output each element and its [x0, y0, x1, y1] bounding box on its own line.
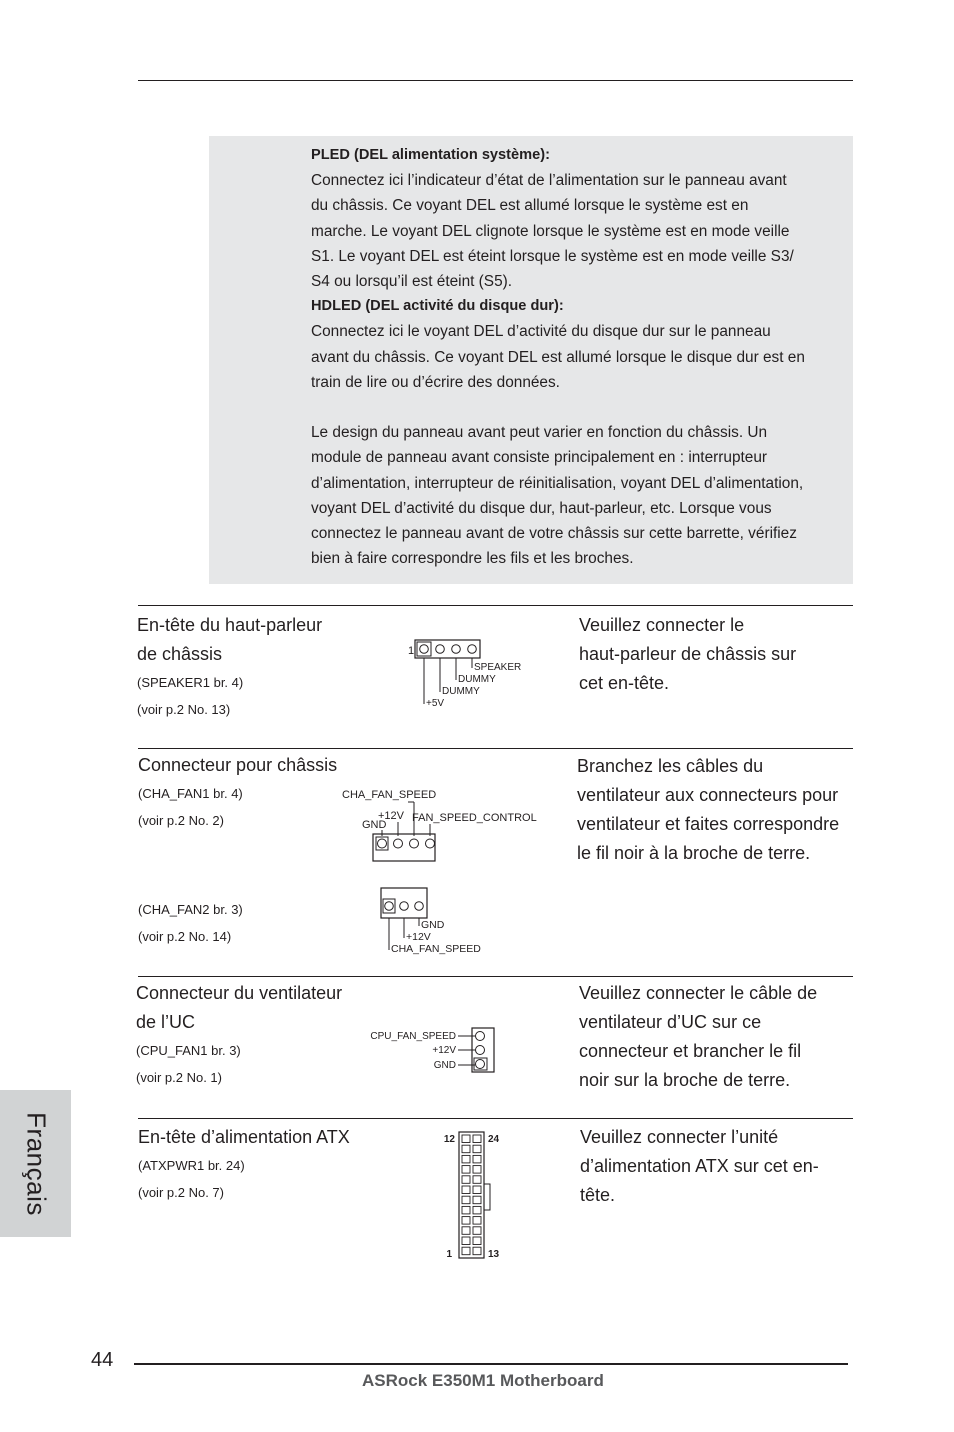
atx-pin [462, 1206, 470, 1214]
top-rule [138, 80, 853, 81]
cpu-fan-desc-line: noir sur la broche de terre. [579, 1070, 791, 1090]
atx-pin [462, 1237, 470, 1245]
speaker-section-left [137, 611, 397, 723]
design-line: d’alimentation, interrupteur de réinitialisation, voyant DEL d’alimentation, [311, 474, 804, 492]
atx-desc-line: tête. [580, 1185, 616, 1205]
atx-pin [462, 1135, 470, 1143]
atx-pin [473, 1186, 481, 1194]
cpu-fan-desc-line: ventilateur d’UC sur ce [579, 1012, 762, 1032]
pled-line: marche. Le voyant DEL clignote lorsque le système est en mode veille [311, 222, 790, 240]
speaker-title: En-tête du haut-parleur [137, 615, 323, 635]
atx-pin [473, 1155, 481, 1163]
cha-fan1-label: GND [362, 819, 387, 831]
atx-pin [462, 1227, 470, 1235]
atx-pin [462, 1217, 470, 1225]
speaker-desc-line: cet en-tête. [579, 673, 670, 693]
atx-pin [473, 1227, 481, 1235]
chassis-fan-desc-line: ventilateur et faites correspondre [577, 814, 840, 834]
atx-pin [462, 1145, 470, 1153]
chassis-fan-title: Connecteur pour châssis [138, 755, 338, 775]
language-tab-label: Français [21, 1111, 51, 1216]
cpu-fan-title-line2: de l’UC [136, 1012, 196, 1032]
atx-pin [473, 1176, 481, 1184]
pled-line: Connectez ici l’indicateur d’état de l’alimentation sur le panneau avant [311, 172, 787, 190]
cpu-fan-title: Connecteur du ventilateur [136, 983, 343, 1003]
atx-desc-line: Veuillez connecter l’unité [580, 1127, 779, 1147]
atx-desc-line: d’alimentation ATX sur cet en- [580, 1156, 819, 1176]
cha-fan2-label: GND [421, 919, 445, 931]
hdled-line: train de lire ou d’écrire des données. [311, 373, 560, 391]
speaker-pin-label: SPEAKER [474, 662, 522, 673]
atx-pin [473, 1237, 481, 1245]
cha-fan1-diagram [340, 786, 545, 866]
pled-line: du châssis. Ce voyant DEL est allumé lorsque le système est en [311, 197, 749, 215]
cpu-fan-ref: (CPU_FAN1 br. 3) [136, 1043, 241, 1058]
design-line: bien à faire correspondre les fils et les broches. [311, 550, 634, 568]
speaker-title-line2: de châssis [137, 644, 223, 664]
chassis-fan2-ref: (CHA_FAN2 br. 3) [138, 902, 243, 917]
cha-fan1-label: FAN_SPEED_CONTROL [412, 812, 537, 824]
atx-pin [473, 1247, 481, 1255]
cha-fan2-label: CHA_FAN_SPEED [391, 943, 481, 955]
chassis-fan-desc-line: le fil noir à la broche de terre. [577, 843, 811, 863]
chassis-fan-section-left [138, 751, 348, 834]
speaker-desc-line: Veuillez connecter le [579, 615, 745, 635]
atx-section-left [138, 1123, 398, 1206]
speaker-pin-label: +5V [426, 698, 445, 709]
cha-fan1-label: +12V [378, 810, 404, 822]
cpu-fan-desc-line: connecteur et brancher le fil [579, 1041, 802, 1061]
cpu-fan-label: GND [433, 1060, 456, 1071]
language-side-tab [0, 1090, 71, 1237]
pled-heading: PLED (DEL alimentation système): [311, 147, 550, 163]
hdled-line: Connectez ici le voyant DEL d’activité du disque dur sur le panneau [311, 323, 771, 341]
atx-pin [462, 1186, 470, 1194]
atx-pin [473, 1206, 481, 1214]
atx-description [580, 1123, 855, 1210]
atx-pin [462, 1166, 470, 1174]
section-rule [138, 748, 853, 749]
pled-line: S1. Le voyant DEL est éteint lorsque le système est en mode veille S3/ [311, 247, 794, 265]
speaker-pin-label: DUMMY [458, 674, 496, 685]
atx-pin [473, 1217, 481, 1225]
atx-pin [473, 1135, 481, 1143]
atx-pin-grid [462, 1135, 481, 1255]
section-rule [138, 605, 853, 606]
atx-pin [462, 1176, 470, 1184]
section-rule [138, 976, 853, 977]
atx-pin-label: 13 [488, 1249, 500, 1260]
cpu-fan-ref-page: (voir p.2 No. 1) [136, 1070, 222, 1085]
design-line: Le design du panneau avant peut varier en fonction du châssis. Un [311, 424, 768, 442]
cpu-fan-label: CPU_FAN_SPEED [370, 1031, 456, 1042]
speaker-header-diagram [405, 636, 530, 712]
design-line: connectez le panneau avant de votre châssis sur cette barrette, vérifiez [311, 525, 797, 543]
chassis-fan-desc-line: ventilateur aux connecteurs pour [577, 785, 839, 805]
chassis-fan2-ref-page: (voir p.2 No. 14) [138, 929, 232, 944]
footer-rule [134, 1363, 848, 1365]
chassis-fan-desc-line: Branchez les câbles du [577, 756, 764, 776]
cha-fan1-label: CHA_FAN_SPEED [342, 789, 437, 801]
chassis-fan1-ref-page: (voir p.2 No. 2) [138, 813, 224, 828]
atx-pin [473, 1145, 481, 1153]
footer-title: ASRock E350M1 Motherboard [362, 1371, 604, 1390]
cpu-fan-description [579, 979, 854, 1095]
hdled-heading: HDLED (DEL activité du disque dur): [311, 298, 564, 315]
page-number: 44 [91, 1349, 114, 1371]
atx-pin [462, 1247, 470, 1255]
note-text [311, 143, 851, 571]
chassis-fan1-ref: (CHA_FAN1 br. 4) [138, 786, 243, 801]
atx-pin [462, 1196, 470, 1204]
atx-title: En-tête d’alimentation ATX [138, 1127, 350, 1147]
cpu-fan-section-left [136, 979, 376, 1091]
cpu-fan-desc-line: Veuillez connecter le câble de [579, 983, 818, 1003]
atx-pin-label: 12 [443, 1134, 455, 1145]
atx-pin [473, 1166, 481, 1174]
design-line: module de panneau avant consiste principalement en : interrupteur [311, 449, 768, 467]
speaker-desc-line: haut-parleur de châssis sur [579, 644, 797, 664]
atx-ref: (ATXPWR1 br. 24) [138, 1158, 245, 1173]
atx-pin [473, 1196, 481, 1204]
speaker-description [579, 611, 854, 698]
hdled-line: avant du châssis. Ce voyant DEL est allumé lorsque le disque dur est en [311, 348, 805, 366]
speaker-ref-page: (voir p.2 No. 13) [137, 702, 231, 717]
atx-ref-page: (voir p.2 No. 7) [138, 1185, 224, 1200]
section-rule [138, 1118, 853, 1119]
speaker-ref: (SPEAKER1 br. 4) [137, 675, 244, 690]
pled-line: S4 ou lorsqu’il est éteint (S5). [311, 273, 513, 291]
atx-pin-label: 24 [488, 1134, 500, 1145]
chassis-fan2-refs [138, 896, 348, 950]
speaker-pin-label: DUMMY [442, 686, 480, 697]
cha-fan2-label: +12V [406, 931, 431, 943]
cpu-fan-diagram [368, 1026, 503, 1076]
design-line: voyant DEL d’activité du disque dur, haut-parleur, etc. Lorsque vous [311, 499, 772, 517]
cpu-fan-label: +12V [432, 1045, 456, 1056]
atx-pin-label: 1 [446, 1249, 452, 1260]
chassis-fan-description [577, 752, 862, 868]
atx-power-diagram [436, 1128, 512, 1264]
spacer [311, 395, 851, 420]
speaker-pin1-label: 1 [408, 645, 415, 657]
cha-fan2-diagram [375, 884, 495, 958]
atx-pin [462, 1155, 470, 1163]
